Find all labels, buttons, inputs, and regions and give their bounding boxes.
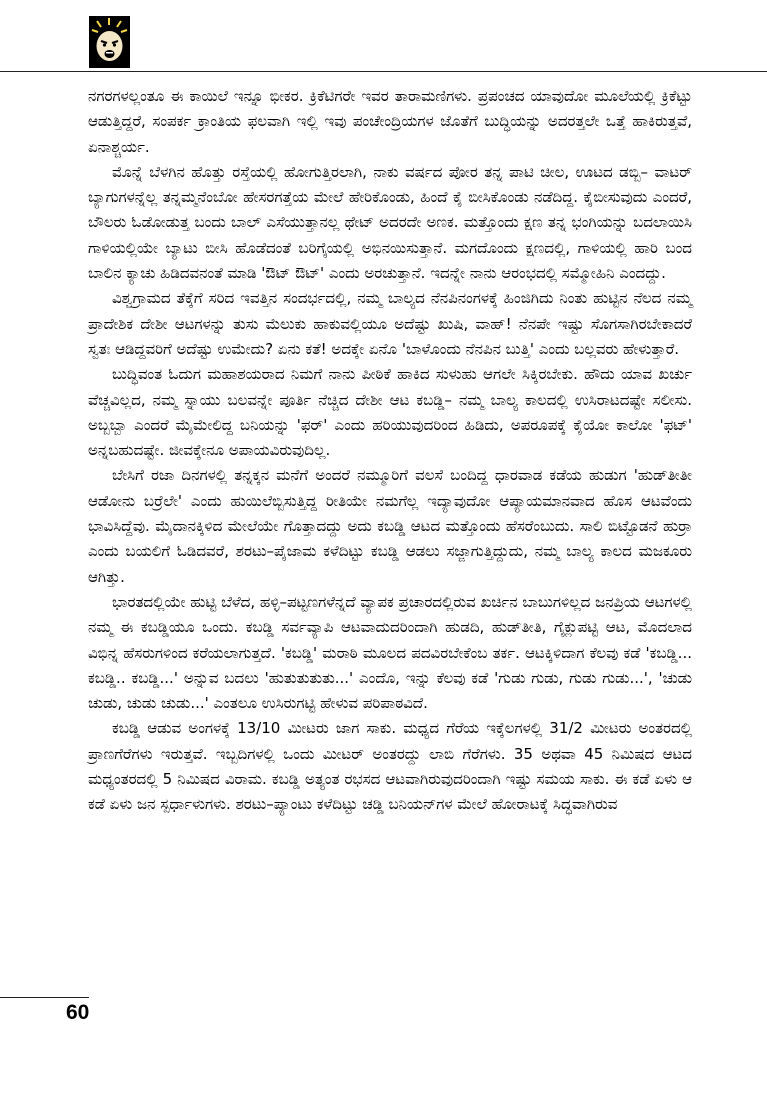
footer-divider	[0, 997, 89, 998]
paragraph: ಮೊನ್ನೆ ಬೆಳಗಿನ ಹೊತ್ತು ರಸ್ತೆಯಲ್ಲಿ ಹೋಗುತ್ತಿರಲಾಗಿ, ನಾಕು ವರ್ಷದ ಪೋರ ತನ್ನ ಪಾಟಿ ಚೀಲ, ಊಟದ ಡಬ್ಬಿ– ವಾಟರ್ ಬ್ಯಾಗುಗಳನ್ನೆಲ್ಲ ತನ್ನಮ್ಮನೆಂಬೋ ಹೇಸರಗತ್ತೆಯ ಮೇಲೆ ಹೇರಿಕೊಂಡು, ಹಿಂದೆ ಕೈ ಬೀಸಿಕೊಂಡು ನಡೆದಿದ್ದ. ಕೈಬೀಸುವುದು ಎಂದರೆ, ಬೌಲರು ಓಡೋಡುತ್ತ ಬಂದು ಬಾಲ್ ಎಸೆಯುತ್ತಾನಲ್ಲ ಥೇಟ್ ಅದರದೇ ಅಣಕ. ಮತ್ತೊಂದು ಕ್ಷಣ ತನ್ನ ಭಂಗಿಯನ್ನು ಬದಲಾಯಿಸಿ ಗಾಳಿಯಲ್ಲಿಯೇ ಬ್ಯಾಟು ಬೀಸಿ ಹೊಡೆದಂತೆ ಬರಿಗೈಯಲ್ಲಿ ಅಭಿನಯಿಸುತ್ತಾನೆ. ಮಗದೊಂದು ಕ್ಷಣದಲ್ಲಿ, ಗಾಳಿಯಲ್ಲಿ ಹಾರಿ ಬಂದ ಬಾಲಿನ ಕ್ಯಾಚು ಹಿಡಿದವನಂತೆ ಮಾಡಿ 'ಔಟ್ ಔಟ್' ಎಂದು ಅರಚುತ್ತಾನೆ. ಇದನ್ನೇ ನಾನು ಆರಂಭದಲ್ಲಿ ಸಮ್ಮೋಹಿನಿ ಎಂದದ್ದು.	[88, 162, 692, 283]
paragraph: ಕಬಡ್ಡಿ ಆಡುವ ಅಂಗಳಕ್ಕೆ 13/10 ಮೀಟರು ಜಾಗ ಸಾಕು. ಮಧ್ಯದ ಗೆರೆಯ ಇಕ್ಕೆಲಗಳಲ್ಲಿ 31/2 ಮೀಟರು ಅಂತರದಲ್ಲಿ ಪ್ರಾಣಗೆರೆಗಳು ಇರುತ್ತವೆ. ಇಬ್ಬದಿಗಳಲ್ಲಿ ಒಂದು ಮೀಟರ್ ಅಂತರದ್ದು ಲಾಬಿ ಗೆರೆಗಳು. 35 ಅಥವಾ 45 ನಿಮಿಷದ ಆಟದ ಮಧ್ಯಂತರದಲ್ಲಿ 5 ನಿಮಿಷದ ವಿರಾಮ. ಕಬಡ್ಡಿ ಅತ್ಯಂತ ರಭಸದ ಆಟವಾಗಿರುವುದರಿಂದಾಗಿ ಇಷ್ಟು ಸಮಯ ಸಾಕು. ಈ ಕಡೆ ಏಳು ಆ ಕಡೆ ಏಳು ಜನ ಸ್ಪರ್ಧಾಳುಗಳು. ಶರಟು–ಪ್ಯಾಂಟು ಕಳೆದಿಟ್ಟು ಚಡ್ಡಿ ಬನಿಯನ್‌ಗಳ ಮೇಲೆ ಹೋರಾಟಕ್ಕೆ ಸಿದ್ಧವಾಗಿರುವ	[88, 719, 692, 814]
paragraph: ವಿಶ್ವಗ್ರಾಮದ ತೆಕ್ಕೆಗೆ ಸರಿದ ಇವತ್ತಿನ ಸಂದರ್ಭದಲ್ಲಿ, ನಮ್ಮ ಬಾಲ್ಯದ ನೆನಪಿನಂಗಳಕ್ಕೆ ಹಿಂಜಿಗಿದು ನಿಂತು ಹುಟ್ಟಿನ ನೆಲದ ನಮ್ಮ ಪ್ರಾದೇಶಿಕ ದೇಶೀ ಆಟಗಳನ್ನು ತುಸು ಮೆಲುಕು ಹಾಕುವಲ್ಲಿಯೂ ಅದೆಷ್ಟು ಖುಷಿ, ವಾಹ್! ನೆನಪೇ ಇಷ್ಟು ಸೊಗಸಾಗಿರಬೇಕಾದರೆ ಸ್ವತಃ ಆಡಿದ್ದವರಿಗೆ ಅದೆಷ್ಟು ಉಮೇದು? ಏನು ಕತೆ! ಅದಕ್ಕೇ ಏನೊ 'ಬಾಳೊಂದು ನೆನಪಿನ ಬುತ್ತಿ' ಎಂದು ಬಲ್ಲವರು ಹೇಳುತ್ತಾರೆ.	[88, 289, 692, 358]
page-number: 60	[66, 1001, 90, 1024]
article-body	[88, 84, 692, 818]
paragraph: ಬುದ್ಧಿವಂತ ಓದುಗ ಮಹಾಶಯರಾದ ನಿಮಗೆ ನಾನು ಪೀಠಿಕೆ ಹಾಕಿದ ಸುಳುಹು ಆಗಲೇ ಸಿಕ್ಕಿರಬೇಕು. ಹೌದು ಯಾವ ಖರ್ಚು ವೆಚ್ಚವಿಲ್ಲದ, ನಮ್ಮ ಸ್ನಾಯು ಬಲವನ್ನೇ ಪೂರ್ತಿ ನೆಚ್ಚಿದ ದೇಶೀ ಆಟ ಕಬಡ್ಡಿ– ನಮ್ಮ ಬಾಲ್ಯ ಕಾಲದಲ್ಲಿ ಉಸಿರಾಟದಷ್ಟೇ ಸಲೀಸು. ಅಬ್ಬಬ್ಬಾ ಎಂದರೆ ಮೈಮೇಲಿದ್ದ ಬನಿಯನ್ನು 'ಫರ್' ಎಂದು ಹರಿಯುವುದರಿಂದ ಹಿಡಿದು, ಅಪರೂಪಕ್ಕೆ ಕೈಯೋ ಕಾಲೋ 'ಫಟ್' ಅನ್ನಬಹುದಷ್ಟೇ. ಜೀವಕ್ಕೇನೂ ಅಪಾಯವಿರುವುದಿಲ್ಲ.	[88, 365, 692, 460]
paragraph: ಬೇಸಿಗೆ ರಜಾ ದಿನಗಳಲ್ಲಿ ತನ್ನಕ್ಕನ ಮನೆಗೆ ಅಂದರೆ ನಮ್ಮೂರಿಗೆ ವಲಸೆ ಬಂದಿದ್ದ ಧಾರವಾಡ ಕಡೆಯ ಹುಡುಗ 'ಹುಡ್‌ತೀತೀ ಆಡೋನು ಬರ್‍ರೆಲೇ' ಎಂದು ಹುಯಿಲೆಬ್ಬಿಸುತ್ತಿದ್ದ ರೀತಿಯೇ ನಮಗೆಲ್ಲ ಇದ್ಯಾವುದೋ ಆಪ್ಯಾಯಮಾನವಾದ ಹೊಸ ಆಟವೆಂದು ಭಾವಿಸಿದ್ದೆವು. ಮೈದಾನಕ್ಕಿಳಿದ ಮೇಲೆಯೇ ಗೊತ್ತಾದದ್ದು ಅದು ಕಬಡ್ಡಿ ಆಟದ ಮತ್ತೊಂದು ಹೆಸರೆಂಬುದು. ಸಾಲಿ ಬಿಟ್ಟೊಡನೆ ಹುರ್ರಾ ಎಂದು ಬಯಲಿಗೆ ಓಡಿದವರೆ, ಶರಟು–ಪೈಜಾಮ ಕಳೆದಿಟ್ಟು ಕಬಡ್ಡಿ ಆಡಲು ಸಜ್ಜಾಗುತ್ತಿದ್ದುದು, ನಮ್ಮ ಬಾಲ್ಯ ಕಾಲದ ಮಜಕೂರು ಆಗಿತ್ತು.	[88, 466, 692, 586]
header-divider	[0, 71, 767, 72]
paragraph: ಭಾರತದಲ್ಲಿಯೇ ಹುಟ್ಟಿ ಬೆಳೆದ, ಹಳ್ಳಿ–ಪಟ್ಟಣಗಳೆನ್ನದೆ ವ್ಯಾಪಕ ಪ್ರಚಾರದಲ್ಲಿರುವ ಖರ್ಚಿನ ಬಾಬುಗಳಿಲ್ಲದ ಜನಪ್ರಿಯ ಆಟಗಳಲ್ಲಿ ನಮ್ಮ ಈ ಕಬಡ್ಡಿಯೂ ಒಂದು. ಕಬಡ್ಡಿ ಸರ್ವವ್ಯಾಪಿ ಆಟವಾದುದರಿಂದಾಗಿ ಹುಡದಿ, ಹುಡ್‌ತೀತಿ, ಗೈಕ್ಲುಪಟ್ಟಿ ಆಟ, ಮೊದಲಾದ ವಿಭಿನ್ನ ಹೆಸರುಗಳಿಂದ ಕರೆಯಲಾಗುತ್ತದೆ. 'ಕಬಡ್ಡಿ' ಮರಾಠಿ ಮೂಲದ ಪದವಿರಬೇಕೆಂಬ ತರ್ಕ. ಆಟಕ್ಕಿಳಿದಾಗ ಕೆಲವು ಕಡೆ 'ಕಬಡ್ಡಿ... ಕಬಡ್ಡಿ.. ಕಬಡ್ಡಿ...' ಅನ್ನುವ ಬದಲು 'ಹುತುತುತುತು...' ಎಂದೊ, ಇನ್ನು ಕೆಲವು ಕಡೆ 'ಗುಡು ಗುಡು, ಗುಡು ಗುಡು...', 'ಚುಡು ಚುಡು, ಚುಡು ಚುಡು...' ಎಂತಲೂ ಉಸಿರುಗಟ್ಟಿ ಹೇಳುವ ಪರಿಪಾಠವಿದೆ.	[88, 592, 692, 713]
shouting-face-icon	[89, 16, 130, 68]
paragraph: ನಗರಗಳಲ್ಲಂತೂ ಈ ಕಾಯಿಲೆ ಇನ್ನೂ ಭೀಕರ. ಕ್ರಿಕೆಟಿಗರೇ ಇವರ ತಾರಾಮಣಿಗಳು. ಪ್ರಪಂಚದ ಯಾವುದೋ ಮೂಲೆಯಲ್ಲಿ ಕ್ರಿಕೆಟ್ಟು ಆಡುತ್ತಿದ್ದರೆ, ಸಂಪರ್ಕ ಕ್ರಾಂತಿಯ ಫಲವಾಗಿ ಇಲ್ಲಿ ಇವು ಪಂಚೇಂದ್ರಿಯಗಳ ಜೊತೆಗೆ ಬುದ್ಧಿಯನ್ನು ಅದರತ್ತಲೇ ಒತ್ತೆ ಹಾಕಿರುತ್ತವೆ, ಏನಾಶ್ಚರ್ಯ.	[88, 87, 692, 156]
